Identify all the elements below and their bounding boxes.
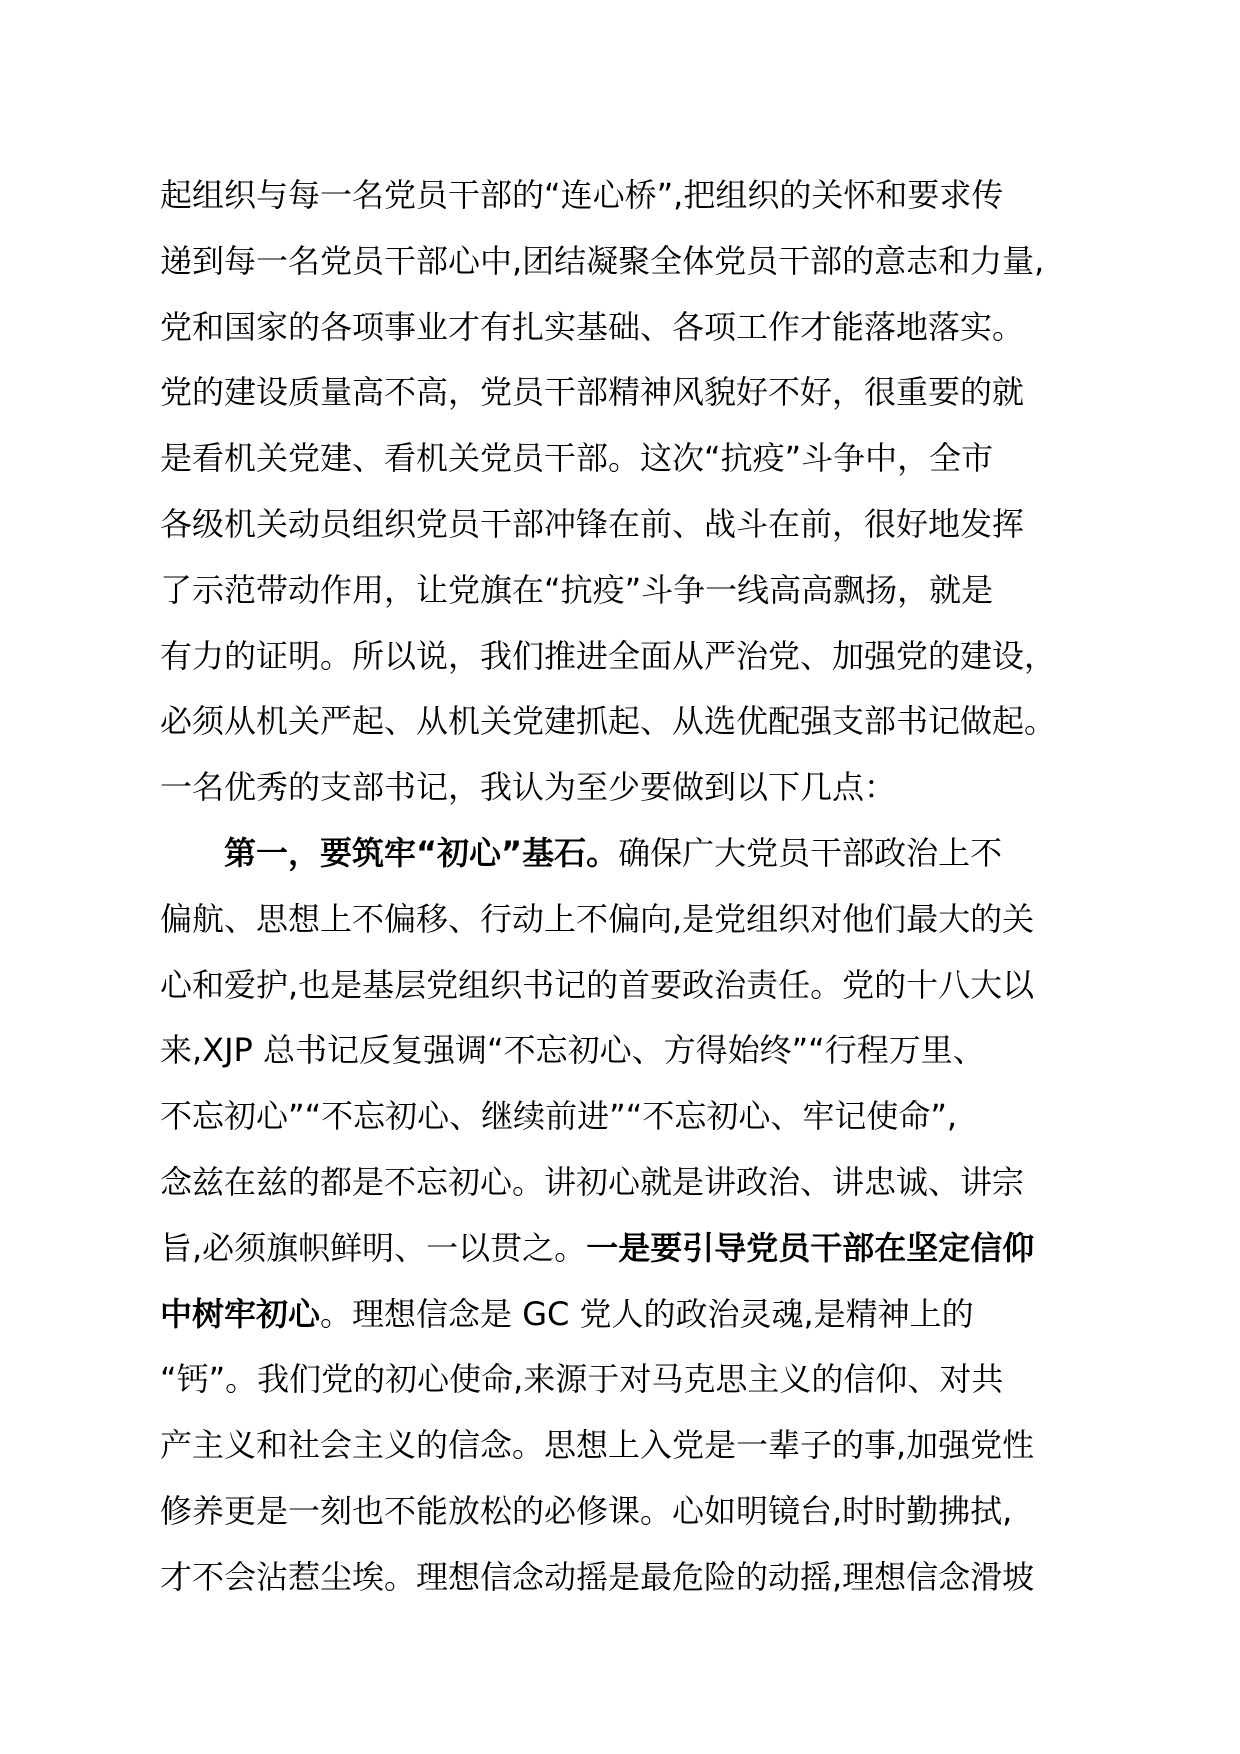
text-line	[160, 360, 1100, 426]
text-segment: 产主义和社会主义的信念。思想上入党是一辈子的事,加强党性	[160, 1426, 1035, 1465]
text-line	[160, 1347, 1100, 1413]
text-segment: 有力的证明。所以说，我们推进全面从严治党、加强党的建设，	[160, 636, 1057, 675]
text-segment: 来,XJP 总书记反复强调“不忘初心、方得始终”“行程万里、	[160, 1031, 985, 1070]
text-line	[160, 755, 1100, 821]
text-line	[160, 1150, 1100, 1216]
bold-text-segment: 一是要引导党员干部在坚定信仰	[586, 1228, 1035, 1267]
text-line	[160, 295, 1100, 361]
text-line	[160, 426, 1100, 492]
text-line	[160, 624, 1100, 690]
text-segment: “钙”。我们党的初心使命,来源于对马克思主义的信仰、对共	[160, 1360, 1004, 1399]
text-line	[160, 1479, 1100, 1545]
text-line	[160, 1084, 1100, 1150]
text-line	[160, 1282, 1100, 1348]
text-line	[160, 492, 1100, 558]
text-segment: 起组织与每一名党员干部的“连心桥”,把组织的关怀和要求传	[160, 176, 1004, 214]
text-segment: 偏航、思想上不偏移、行动上不偏向,是党组织对他们最大的关	[160, 899, 1035, 938]
text-segment: 确保广大党员干部政治上不	[618, 833, 1003, 872]
text-segment: 心和爱护,也是基层党组织书记的首要政治责任。党的十八大以	[160, 965, 1035, 1004]
text-segment: 党的建设质量高不高，党员干部精神风貌好不好，很重要的就	[160, 373, 1025, 412]
text-line	[160, 558, 1100, 624]
text-line	[160, 953, 1100, 1019]
text-line	[160, 1413, 1100, 1479]
text-segment: 修养更是一刻也不能放松的必修课。心如明镜台,时时勤拂拭,	[160, 1491, 1013, 1530]
text-line	[160, 1545, 1100, 1611]
text-segment: 必须从机关严起、从机关党建抓起、从选优配强支部书记做起。	[160, 702, 1057, 741]
body-text	[160, 163, 1100, 1611]
bold-text-segment: 第一，要筑牢“初心”基石。	[224, 833, 619, 872]
text-segment: 递到每一名党员干部心中,团结凝聚全体党员干部的意志和力量,	[160, 241, 1045, 280]
text-line	[160, 689, 1100, 755]
bold-text-segment: 中树牢初心	[160, 1294, 321, 1333]
text-segment: 不忘初心”“不忘初心、继续前进”“不忘初心、牢记使命”,	[160, 1097, 958, 1136]
text-segment: 才不会沾惹尘埃。理想信念动摇是最危险的动摇,理想信念滑坡	[160, 1557, 1035, 1596]
text-segment: 一名优秀的支部书记，我认为至少要做到以下几点：	[160, 768, 897, 807]
text-segment: 旨,必须旗帜鲜明、一以贯之。	[160, 1228, 587, 1267]
text-line	[160, 821, 1100, 887]
text-segment: 了示范带动作用，让党旗在“抗疫”斗争一线高高飘扬，就是	[160, 570, 994, 609]
text-segment: 是看机关党建、看机关党员干部。这次“抗疫”斗争中，全市	[160, 439, 994, 478]
text-line	[160, 1216, 1100, 1282]
text-line	[160, 229, 1100, 295]
text-segment: 。理想信念是 GC 党人的政治灵魂,是精神上的	[320, 1294, 974, 1333]
text-segment: 各级机关动员组织党员干部冲锋在前、战斗在前，很好地发挥	[160, 504, 1025, 543]
text-segment: 党和国家的各项事业才有扎实基础、各项工作才能落地落实。	[160, 307, 1025, 346]
text-line	[160, 887, 1100, 953]
text-line	[160, 1018, 1100, 1084]
text-segment: 念兹在兹的都是不忘初心。讲初心就是讲政治、讲忠诚、讲宗	[160, 1162, 1025, 1201]
text-line	[160, 163, 1100, 229]
